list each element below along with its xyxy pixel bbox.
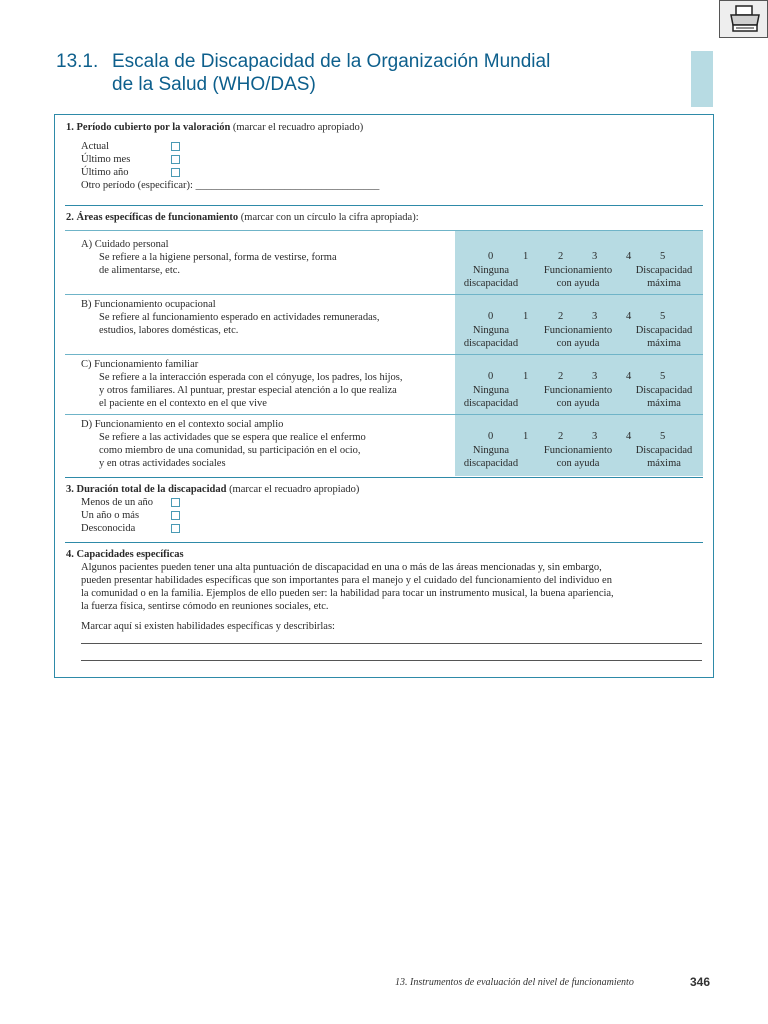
scale-label-max: Discapacidad máxima <box>635 445 693 469</box>
duration-less-year-checkbox[interactable] <box>171 498 180 507</box>
section4-paragraph: Algunos pacientes pueden tener una alta puntuación de discapacidad en una o más de las áreas mencionadas y, sin embargo, <box>81 562 602 573</box>
period-last-month-checkbox[interactable] <box>171 155 180 164</box>
rating-option[interactable]: 0 <box>488 251 494 262</box>
rating-option[interactable]: 2 <box>558 371 564 382</box>
period-option-label: Último mes <box>81 154 131 165</box>
section4-paragraph: la fuerza física, sentirse cómodo en reuniones sociales, etc. <box>81 601 329 612</box>
scale-label-none: Ninguna discapacidad <box>463 385 519 409</box>
section1-heading: 1. Período cubierto por la valoración (marcar el recuadro apropiado) <box>66 122 364 133</box>
rating-option[interactable]: 2 <box>558 251 564 262</box>
title-line2: de la Salud (WHO/DAS) <box>112 74 316 95</box>
rating-option[interactable]: 1 <box>523 251 529 262</box>
duration-option-label: Menos de un año <box>81 497 154 508</box>
row-divider <box>65 414 703 415</box>
rating-option[interactable]: 2 <box>558 431 564 442</box>
area-description: el paciente en el contexto en el que vive <box>99 398 267 409</box>
rating-option[interactable]: 5 <box>660 251 666 262</box>
rating-scale-numbers <box>455 431 703 444</box>
scale-label-assisted: Funcionamiento con ayuda <box>543 445 613 469</box>
scale-label-none: Ninguna discapacidad <box>463 325 519 349</box>
row-divider <box>65 294 703 295</box>
rating-option[interactable]: 3 <box>592 251 598 262</box>
scale-label-assisted: Funcionamiento con ayuda <box>543 265 613 289</box>
duration-unknown-checkbox[interactable] <box>171 524 180 533</box>
description-line[interactable] <box>81 660 702 661</box>
section4-paragraph: la comunidad o en la familia. Ejemplos de ello pueden ser: la habilidad para tocar un instrumento musical, la buena apariencia, <box>81 588 614 599</box>
rating-option[interactable]: 1 <box>523 431 529 442</box>
area-description: y otros familiares. Al puntuar, prestar especial atención a lo que realiza <box>99 385 397 396</box>
rating-scale-numbers <box>455 311 703 324</box>
description-line[interactable] <box>81 643 702 644</box>
page-number: 346 <box>690 975 711 989</box>
area-description: Se refiere a la interacción esperada con el cónyuge, los padres, los hijos, <box>99 372 403 383</box>
rating-option[interactable]: 0 <box>488 371 494 382</box>
title-number: 13.1. <box>56 51 99 72</box>
scale-label-max: Discapacidad máxima <box>635 265 693 289</box>
section3-heading: 3. Duración total de la discapacidad (marcar el recuadro apropiado) <box>66 484 360 495</box>
title-line1: Escala de Discapacidad de la Organización Mundial <box>112 51 551 72</box>
section-divider <box>65 205 703 206</box>
area-title: A) Cuidado personal <box>81 239 169 250</box>
page-title <box>56 50 550 96</box>
rating-option[interactable]: 0 <box>488 431 494 442</box>
scale-label-max: Discapacidad máxima <box>635 325 693 349</box>
duration-option-label: Un año o más <box>81 510 140 521</box>
scale-label-max: Discapacidad máxima <box>635 385 693 409</box>
area-title: B) Funcionamiento ocupacional <box>81 299 216 310</box>
rating-scale-numbers <box>455 371 703 384</box>
period-option-label: Actual <box>81 141 109 152</box>
rating-option[interactable]: 2 <box>558 311 564 322</box>
rating-option[interactable]: 4 <box>626 431 632 442</box>
period-last-year-checkbox[interactable] <box>171 168 180 177</box>
section4-paragraph: pueden presentar habilidades específicas que son importantes para el manejo y el cuidado del funcionamiento del individuo en <box>81 575 612 586</box>
duration-option-label: Desconocida <box>81 523 136 534</box>
rating-option[interactable]: 3 <box>592 371 598 382</box>
rating-option[interactable]: 1 <box>523 371 529 382</box>
scale-label-none: Ninguna discapacidad <box>463 265 519 289</box>
scale-label-assisted: Funcionamiento con ayuda <box>543 325 613 349</box>
section4-heading: 4. Capacidades específicas <box>66 549 184 560</box>
print-button[interactable] <box>719 0 768 38</box>
footer-chapter: 13. Instrumentos de evaluación del nivel de funcionamiento <box>395 977 634 988</box>
area-description: como miembro de una comunidad, su participación en el ocio, <box>99 445 361 456</box>
section-tab-marker <box>691 51 713 107</box>
area-title: C) Funcionamiento familiar <box>81 359 199 370</box>
rating-option[interactable]: 3 <box>592 311 598 322</box>
printer-icon <box>728 5 762 33</box>
area-description: Se refiere al funcionamiento esperado en actividades remuneradas, <box>99 312 380 323</box>
area-description: Se refiere a las actividades que se espera que realice el enfermo <box>99 432 366 443</box>
rating-option[interactable]: 0 <box>488 311 494 322</box>
duration-year-more-checkbox[interactable] <box>171 511 180 520</box>
rating-option[interactable]: 5 <box>660 431 666 442</box>
section-divider <box>65 477 703 478</box>
section4-instruction: Marcar aquí si existen habilidades específicas y describirlas: <box>81 621 335 632</box>
area-description: Se refiere a la higiene personal, forma de vestirse, forma <box>99 252 337 263</box>
section2-heading: 2. Áreas específicas de funcionamiento (marcar con un círculo la cifra apropiada): <box>66 212 419 223</box>
area-description: y en otras actividades sociales <box>99 458 226 469</box>
rating-option[interactable]: 4 <box>626 371 632 382</box>
row-divider <box>65 354 703 355</box>
period-option-label: Último año <box>81 167 129 178</box>
rating-option[interactable]: 4 <box>626 311 632 322</box>
rating-option[interactable]: 3 <box>592 431 598 442</box>
period-current-checkbox[interactable] <box>171 142 180 151</box>
rating-scale-numbers <box>455 251 703 264</box>
rating-option[interactable]: 5 <box>660 311 666 322</box>
area-title: D) Funcionamiento en el contexto social amplio <box>81 419 284 430</box>
period-other-field[interactable]: Otro período (especificar): ___________________________________ <box>81 180 380 191</box>
scale-label-assisted: Funcionamiento con ayuda <box>543 385 613 409</box>
area-description: estudios, labores domésticas, etc. <box>99 325 239 336</box>
rating-option[interactable]: 5 <box>660 371 666 382</box>
rating-option[interactable]: 1 <box>523 311 529 322</box>
area-description: de alimentarse, etc. <box>99 265 181 276</box>
section-divider <box>65 542 703 543</box>
rating-option[interactable]: 4 <box>626 251 632 262</box>
scale-label-none: Ninguna discapacidad <box>463 445 519 469</box>
